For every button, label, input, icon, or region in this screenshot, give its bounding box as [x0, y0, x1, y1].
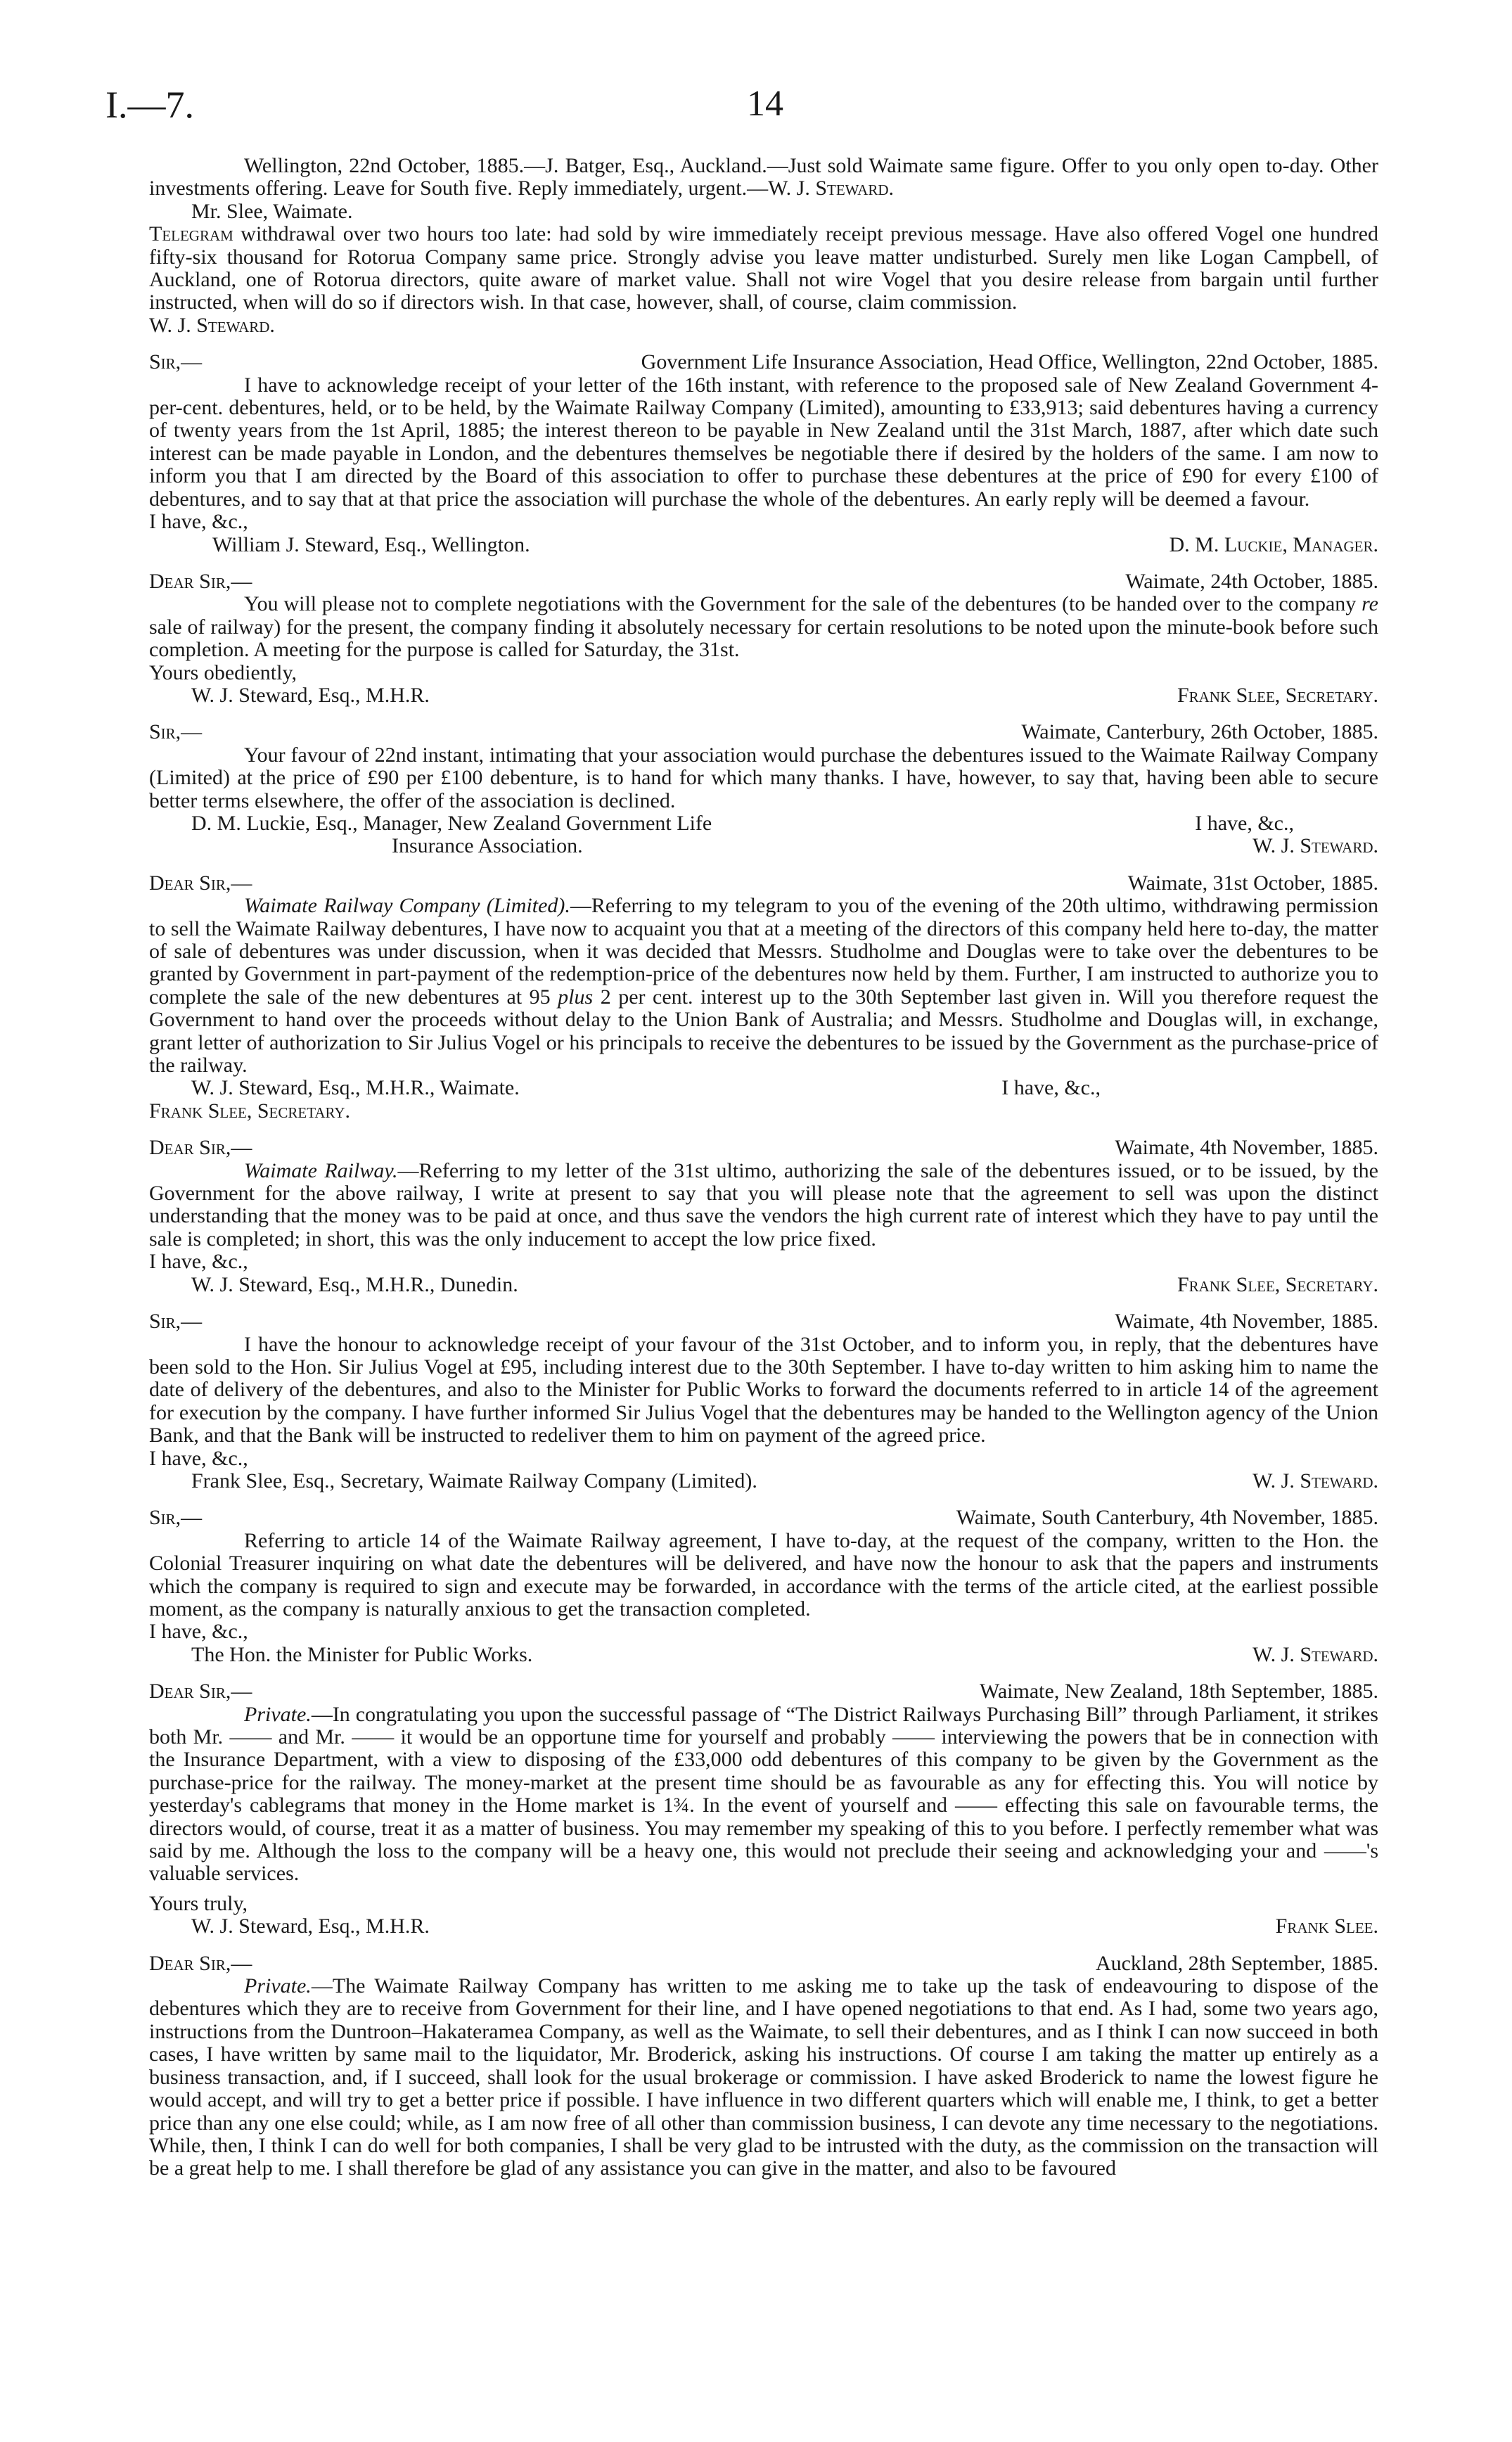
telegram-batger [149, 155, 1378, 223]
letter-footer-2 [149, 835, 1378, 857]
salutation: Dear Sir,— [149, 871, 252, 895]
letter-footer [149, 812, 1378, 835]
addressee: The Hon. the Minister for Public Works. [191, 1642, 533, 1666]
addressee: W. J. Steward, Esq., M.H.R. [191, 683, 430, 707]
letter-body: I have the honour to acknowledge receipt of your favour of the 31st October, and to inform you, in reply, that the debentures have been sold to the Hon. Sir Julius Vogel at £95, including interest due to the 30th September. I have to-day written to him asking him to name the date of delivery of the debentures, and also to the Minister for Public Works to forward the documents referred to in article 14 of the agreement for execution by the company. I have further informed Sir Julius Vogel that the debentures may be handed to the Wellington agency of the Union Bank, and that the Bank will be instructed to redeliver them to him on payment of the agreed price. [149, 1332, 1378, 1447]
letter-footer [149, 1274, 1378, 1296]
telegram-text: Wellington, 22nd October, 1885.—J. Batger, Esq., Auckland.—Just sold Waimate same figure. Offer to you only open to-day. Other investments offering. Leave for South five. Reply immediately, urgent.—W. J. [149, 154, 1378, 200]
addressee: W. J. Steward, Esq., M.H.R., Waimate. [191, 1076, 520, 1100]
page-number: 14 [747, 84, 783, 124]
letter-body: Your favour of 22nd instant, intimating that your association would purchase the debentures issued to the Waimate Railway Company (Limited) at the price of £90 per £100 debenture, is to hand for which many thanks. I have, however, to say that, having been able to secure better terms elsewhere, the offer of the association is declined. [149, 743, 1378, 812]
dateline: Waimate, New Zealand, 18th September, 1885. [979, 1680, 1378, 1703]
private-label: Private. [244, 1974, 312, 1998]
salutation: Sir,— [149, 1310, 203, 1334]
signature: Steward. [815, 177, 894, 200]
salutation: Sir,— [149, 720, 203, 744]
letter-heading [149, 351, 1378, 373]
letter-body: I have to acknowledge receipt of your letter of the 16th instant, with reference to the proposed sale of New Zealand Government 4-per-cent. debentures, held, or to be held, by the Waimate Railway Company (Limited), amounting to £33,913; said debentures having a currency of twenty years from the 1st April, 1885; the interest thereon to be payable in New Zealand until the 31st March, 1887, after which date such interest can be made payable in London, and the debentures themselves be negotiable there if desired by the holders of the same. I am now to inform you that I am directed by the Board of this association to offer to purchase these debentures at the price of £90 for every £100 of debentures, and to say that at that price the association will purchase the whole of the debentures. An early reply will be deemed a favour. [149, 373, 1378, 511]
letter-heading [149, 1952, 1378, 1975]
letter-slee-31-october [149, 872, 1378, 1123]
signature: Frank Slee, Secretary. [1177, 1272, 1378, 1296]
letter-slee-24-october [149, 570, 1378, 707]
paper-reference: I.—7. [105, 84, 194, 126]
addressee: William J. Steward, Esq., Wellington. [212, 532, 530, 556]
letter-footer [149, 1077, 1378, 1099]
telegram-label: Telegram [149, 222, 233, 246]
letter-heading [149, 1507, 1378, 1529]
signature: Frank Slee, Secretary. [1177, 683, 1378, 707]
signature: W. J. Steward. [1252, 834, 1378, 858]
letter-body: Waimate Railway.—Referring to my letter of the 31st ultimo, authorizing the sale of the debentures issued, or to be issued, by the Government for the above railway, I write at present to say that you will please note that the agreement to sell was upon the distinct understanding that the money was to be paid at once, and thus save the vendors the high current rate of interest which they have to pay until the sale is completed; in short, this was the only inducement to accept the low price fixed. [149, 1158, 1378, 1251]
dateline: Government Life Insurance Association, Head Office, Wellington, 22nd October, 1885. [641, 350, 1378, 374]
salutation: Dear Sir,— [149, 1136, 252, 1160]
letter-heading [149, 1680, 1378, 1703]
letter-body [149, 223, 1378, 314]
letter-slee-4-november [149, 1137, 1378, 1296]
signature: W. J. Steward. [1252, 1469, 1378, 1492]
salutation: Dear Sir,— [149, 1680, 252, 1703]
letter-body: You will please not to complete negotiations with the Government for the sale of the debentures (to be handed over to the company re sale of railway) for the present, the company finding it absolutely necessary for certain resolutions to be noted upon the minute-book before such completion. A meeting for the purpose is called for Saturday, the 31st. [149, 592, 1378, 662]
closing: I have, &c., [1001, 1076, 1101, 1100]
letter-heading [149, 570, 1378, 593]
letter-luckie-offer [149, 351, 1378, 556]
dateline: Auckland, 28th September, 1885. [1095, 1951, 1378, 1975]
dateline: Waimate, 4th November, 1885. [1115, 1136, 1378, 1160]
signature: D. M. Luckie, Manager. [1169, 532, 1378, 556]
letter-footer [149, 1915, 1378, 1938]
salutation: Dear Sir,— [149, 1951, 252, 1975]
letter-footer [149, 1470, 1378, 1492]
page-content [149, 155, 1378, 2180]
letter-heading [149, 721, 1378, 743]
signature: Frank Slee, Secretary. [149, 1099, 351, 1123]
subject: Waimate Railway Company (Limited). [244, 894, 570, 918]
salutation: Dear Sir,— [149, 569, 252, 593]
dateline: Waimate, Canterbury, 26th October, 1885. [1021, 720, 1378, 744]
addressee: Frank Slee, Esq., Secretary, Waimate Railway Company (Limited). [191, 1469, 757, 1492]
dateline: Waimate, 4th November, 1885. [1115, 1310, 1378, 1334]
letter-steward-4-november [149, 1310, 1378, 1492]
signature: W. J. Steward. [1252, 1642, 1378, 1666]
letter-footer [149, 1644, 1378, 1666]
addressee: D. M. Luckie, Esq., Manager, New Zealand Government Life [191, 811, 712, 835]
letter-body [149, 155, 1378, 200]
letter-footer [149, 534, 1378, 556]
dateline: Waimate, 24th October, 1885. [1125, 569, 1378, 593]
letter-steward-private-auckland [149, 1952, 1378, 2180]
letter-body: Private.—The Waimate Railway Company has written to me asking me to take up the task of endeavouring to dispose of the debentures which they are to receive from Government for their line, and I have opened negotiations to that end. As I had, some two years ago, instructions from the Duntroon–Hakateramea Company, as well as the Waimate, to sell their debentures, and as I think I can now succeed in both cases, I have written by same mail to the liquidator, Mr. Broderick, asking his instructions. Of course I am taking the matter up entirely as a business transaction, and, if I succeed, shall look for the usual brokerage or commission. I have asked Broderick to name the lowest figure he would accept, and will try to get a better price if possible. I have influence in two different quarters which will enable me, I think, to get a better price than any one else could; while, as I am now free of all other than commission business, I can devote any time necessary to the negotiations. While, then, I think I can do well for both companies, I shall be very glad to be intrusted with the duty, as the commission on the transaction will be a great help to me. I shall therefore be glad of any assistance you can give in the matter, and also to be favoured [149, 1974, 1378, 2180]
signature: W. J. Steward. [149, 313, 275, 337]
letter-steward-minister [149, 1507, 1378, 1666]
letter-steward-26-october [149, 721, 1378, 857]
addressee: W. J. Steward, Esq., M.H.R. [191, 1914, 430, 1938]
letter-body: Private.—In congratulating you upon the successful passage of “The District Railways Purchasing Bill” through Parliament, it strikes both Mr. —— and Mr. —— it would be an opportune time for yourself and probably —— interviewing the powers that be in connection with the Insurance Department, with a view to disposing of the £33,000 odd debentures of this company to be given by the Government as the purchase-price for the railway. The money-market at the present time should be as favourable as any for effecting this. You will notice by yesterday's cablegrams that money in the Home market is 1¾. In the event of yourself and —— effecting this sale on favourable terms, the directors would, of course, treat it as a matter of business. You may remember my speaking of this to you before. I perfectly remember what was said by me. Although the loss to the company will be a heavy one, this would not preclude their seeing and acknowledging your and ——'s valuable services. [149, 1702, 1378, 1886]
closing: Yours obediently, [149, 660, 297, 684]
closing: I have, &c., [149, 510, 248, 534]
letter-heading [149, 1310, 1378, 1333]
salutation: Sir,— [149, 350, 203, 374]
closing: I have, &c., [149, 1620, 248, 1644]
subject: Waimate Railway. [244, 1158, 398, 1182]
dateline: Waimate, South Canterbury, 4th November, 1885. [956, 1506, 1378, 1530]
addressee: Mr. Slee, Waimate. [191, 199, 353, 223]
signature: Frank Slee. [1275, 1914, 1378, 1938]
closing: Yours truly, [149, 1891, 248, 1915]
telegram-text: withdrawal over two hours too late: had sold by wire immediately receipt previous message. Have also offered Vogel one hundred fifty-six thousand for Rotorua Company same price. Strongly advise you leave matter undisturbed. Surely men like Logan Campbell, of Auckland, one of Rotorua directors, quite aware of market value. Shall not wire Vogel that you desire release from bargain until further instructed, when will do so if directors wish. In that case, however, shall, of course, claim commission. [149, 222, 1378, 314]
addressee: W. J. Steward, Esq., M.H.R., Dunedin. [191, 1272, 518, 1296]
closing: I have, &c., [149, 1250, 248, 1274]
addressee-continued: Insurance Association. [392, 834, 583, 858]
letter-footer [149, 684, 1378, 707]
telegram-withdrawal [149, 223, 1378, 337]
letter-heading [149, 1137, 1378, 1159]
letter-body: Waimate Railway Company (Limited).—Referring to my telegram to you of the evening of the 20th ultimo, withdrawing permission to sell the Waimate Railway debentures, I have now to acquaint you that at a meeting of the directors of this company held here to-day, the matter of sale of debentures was under discussion, when it was decided that Messrs. Studholme and Douglas were to take over the debentures to be granted by Government in part-payment of the redemption-price of the debentures now held by them. Further, I am instructed to authorize you to complete the sale of the new debentures at 95 plus 2 per cent. interest up to the 30th September last given in. Will you therefore request the Government to hand over the proceeds without delay to the Union Bank of Australia; and Messrs. Studholme and Douglas will, in exchange, grant letter of authorization to Sir Julius Vogel or his principals to receive the debentures to be issued by the Government as the purchase-price of the railway. [149, 894, 1378, 1078]
salutation: Sir,— [149, 1506, 203, 1530]
private-label: Private. [244, 1702, 312, 1726]
letter-body: Referring to article 14 of the Waimate Railway agreement, I have to-day, at the request of the company, written to the Hon. the Colonial Treasurer inquiring on what date the debentures will be delivered, and have now the honour to ask that the papers and instruments which the company is required to sign and execute may be forwarded, in accordance with the terms of the article cited, at the earliest possible moment, as the company is naturally anxious to get the transaction completed. [149, 1528, 1378, 1620]
letter-heading [149, 872, 1378, 895]
closing: I have, &c., [1195, 811, 1294, 835]
closing: I have, &c., [149, 1446, 248, 1470]
dateline: Waimate, 31st October, 1885. [1127, 871, 1378, 895]
letter-slee-private-september [149, 1680, 1378, 1938]
